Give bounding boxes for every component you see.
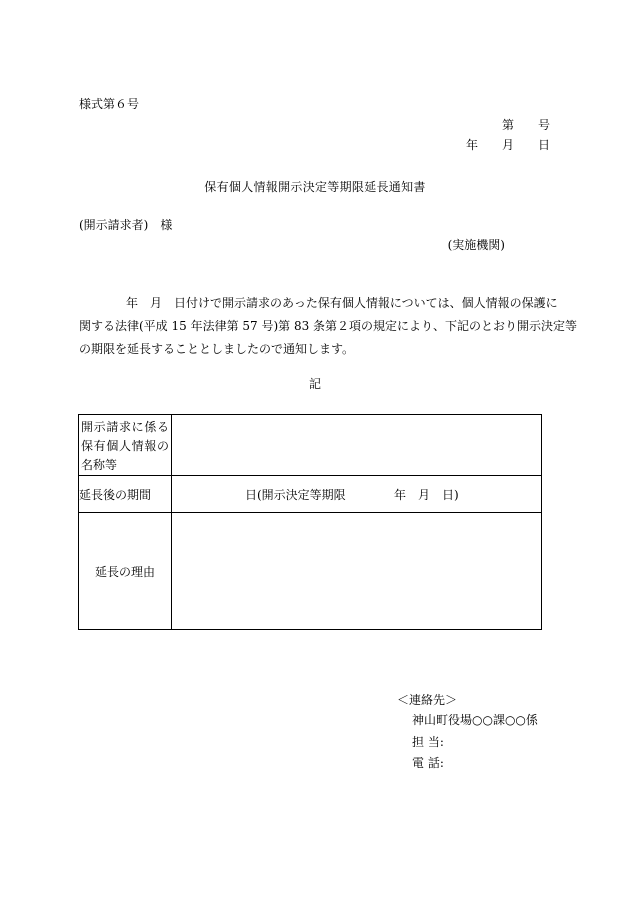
info-name-label-line-3: 名称等 (81, 458, 118, 472)
table-row-extended-period (79, 476, 542, 513)
table-row-info-name (79, 415, 542, 476)
detail-table (78, 414, 542, 630)
info-name-label-line-2: 保有個人情報の (81, 439, 169, 453)
implementing-agency: (実施機関) (447, 238, 505, 252)
info-name-label-cell (79, 415, 172, 476)
extension-reason-label: 延長の理由 (79, 513, 172, 630)
table-row-extension-reason (79, 513, 542, 630)
document-title: 保有個人情報開示決定等期限延長通知書 (204, 180, 426, 194)
contact-department: 神山町役場○○課○○係 (412, 713, 538, 727)
form-number: 様式第６号 (79, 97, 140, 111)
extension-reason-value-cell[interactable] (172, 513, 542, 630)
extended-period-label: 延長後の期間 (79, 476, 172, 513)
contact-person: 担 当: (412, 735, 444, 749)
extended-period-prefix: 日(開示決定等期限 (245, 488, 346, 502)
extended-period-value-cell[interactable] (172, 476, 542, 513)
requester-name: (開示請求者) 様 (79, 218, 173, 232)
document-date: 年 月 日 (465, 138, 550, 152)
document-number: 第 号 (501, 118, 550, 132)
info-name-label-line-1: 開示請求に係る (81, 420, 169, 434)
extended-period-deadline: 年 月 日) (394, 488, 459, 502)
info-name-value-cell[interactable] (172, 415, 542, 476)
contact-phone: 電 話: (412, 756, 444, 770)
notice-body-line-2: 関する法律(平成 15 年法律第 57 号)第 83 条第２項の規定により、下記のとおり開示決定等 (79, 319, 578, 333)
notice-body (79, 292, 578, 361)
contact-header: ＜連絡先＞ (397, 693, 458, 707)
notice-body-line-3: の期限を延長することとしましたので通知します。 (79, 342, 355, 356)
notice-body-line-1: 年 月 日付けで開示請求のあった保有個人情報については、個人情報の保護に (126, 296, 558, 310)
ki-heading: 記 (308, 377, 321, 391)
